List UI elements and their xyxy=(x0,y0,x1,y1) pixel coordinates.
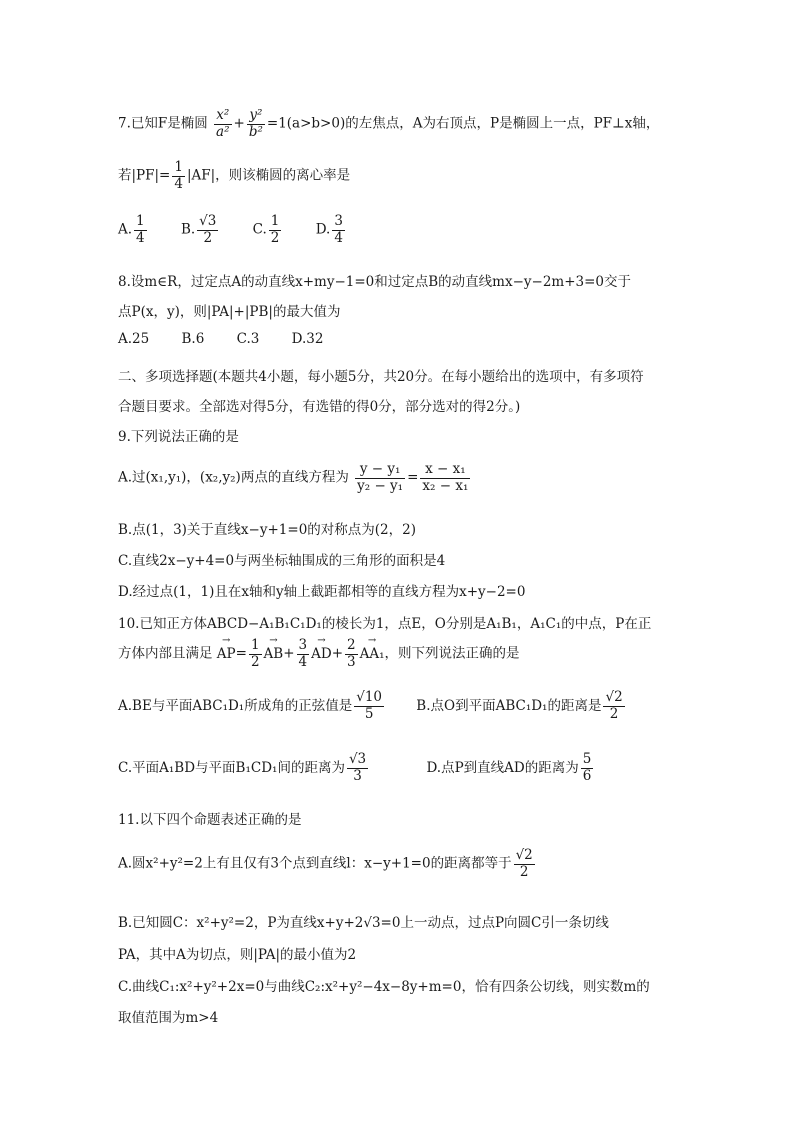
q11-option-a: A.圆x²+y²=2上有且仅有3个点到直线l：x−y+1=0的距离都等于 $\frac{√2}{2}$ xyxy=(118,847,533,880)
q7-text-2: 的左焦点，A为右顶点，P是椭圆上一点，PF⊥x轴， xyxy=(345,115,660,132)
q10-line2: 方体内部且满足 → AP= $\frac{1}{2}$ → AB+ $\frac{3}{4}$ → AD+ $\frac{2}{3}$ → AA₁，则下列说法正确的是 xyxy=(118,638,520,670)
vector-ad: → AD xyxy=(311,646,332,662)
q7-frac-quarter: $\frac{1}{4}$ xyxy=(174,159,183,192)
q11-option-b-line1: B.已知圆C：x²+y²=2，P为直线x+y+2√3=0上一动点，过点P向圆C引一条切线 xyxy=(118,915,609,931)
q10-options-cd xyxy=(118,752,595,784)
q10-option-a: A.BE与平面ABC₁D₁所成角的正弦值是 $\frac{√10}{5}$ xyxy=(118,689,382,722)
q8-option-b: B.6 xyxy=(181,331,205,347)
q7-option-b: B. $\frac{√3}{2}$ xyxy=(180,213,217,246)
q9-option-c: C.直线2x−y+4=0与两坐标轴围成的三角形的面积是4 xyxy=(118,553,446,569)
q10-options-ab xyxy=(118,690,627,722)
q8-line2: 点P(x，y)，则|PA|+|PB|的最大值为 xyxy=(118,304,341,320)
ellipse-frac-x: $\frac{\text{x²}}{\text{a²}}$ xyxy=(216,107,230,140)
q10-option-c: C.平面A₁BD与平面B₁CD₁间的距离为 $\frac{√3}{3}$ xyxy=(118,751,367,784)
vector-aa1: → AA₁ xyxy=(360,646,385,662)
q9-option-b: B.点(1，3)关于直线x−y+1=0的对称点为(2，2) xyxy=(118,522,416,538)
q8-option-c: C.3 xyxy=(236,331,260,347)
q9-stem: 9.下列说法正确的是 xyxy=(118,429,239,445)
q9-frac-left: $\frac{\text{y − y₁}}{\text{y₂ − y₁}}$ xyxy=(357,461,404,494)
q7-options xyxy=(118,214,375,246)
q7-line2 xyxy=(118,160,350,192)
q9-frac-right: $\frac{\text{x − x₁}}{\text{x₂ − x₁}}$ xyxy=(422,461,469,494)
q10-option-d: D.点P到直线AD的距离为 $\frac{5}{6}$ xyxy=(426,751,592,784)
q8-option-d: D.32 xyxy=(291,331,324,347)
vector-ap: → AP xyxy=(217,646,236,662)
ellipse-eq: =1(a>b>0) xyxy=(266,115,346,132)
q9-option-a: A.过(x₁,y₁)，(x₂,y₂)两点的直线方程为 $\frac{\text{y − y₁}}{\text{y₂ − y₁}}$ = $\frac{\text{x − x₁}}{\text{x₂ − x₁}}$ xyxy=(118,461,469,494)
section2-line2: 合题目要求。全部选对得5分，有选错的得0分，部分选对的得2分。) xyxy=(118,399,521,415)
q7-option-c: C. $\frac{1}{2}$ xyxy=(252,213,280,246)
q11-stem: 11.以下四个命题表述正确的是 xyxy=(118,812,302,828)
q7-line1: 7.已知F是椭圆 $\frac{\text{x²}}{\text{a²}}$ + $\frac{\text{y²}}{\text{b²}}$ =1(a>b>0)的左焦点，A为右顶点，P是椭圆上一点，PF⊥x轴， xyxy=(118,107,660,140)
q11-option-c-line1: C.曲线C₁:x²+y²+2x=0与曲线C₂:x²+y²−4x−8y+m=0，恰有四条公切线，则实数m的 xyxy=(118,979,650,995)
vector-ab: → AB xyxy=(264,646,284,662)
q8-option-a: A.25 xyxy=(118,331,150,347)
q7-text-4: |AF|，则该椭圆的离心率是 xyxy=(186,167,351,184)
q11-option-b-line2: PA，其中A为切点，则|PA|的最小值为2 xyxy=(118,947,357,963)
q8-options xyxy=(118,331,351,347)
q8-line1: 8.设m∈R，过定点A的动直线x+my−1=0和过定点B的动直线mx−y−2m+3=0交于 xyxy=(118,274,632,290)
q10-option-b: B.点O到平面ABC₁D₁的距离是 $\frac{√2}{2}$ xyxy=(416,689,623,722)
q10-line1: 10.已知正方体ABCD−A₁B₁C₁D₁的棱长为1，点E，O分别是A₁B₁，A₁C₁的中点，P在正 xyxy=(118,616,652,632)
q7-option-d: D. $\frac{3}{4}$ xyxy=(315,213,343,246)
section2-line1: 二、多项选择题(本题共4小题，每小题5分，共20分。在每小题给出的选项中，有多项符 xyxy=(118,369,644,385)
q11-option-c-line2: 取值范围为m>4 xyxy=(118,1010,219,1026)
ellipse-frac-y: $\frac{\text{y²}}{\text{b²}}$ xyxy=(248,107,263,140)
q7-text-3: 若|PF|= xyxy=(118,167,171,184)
q9-option-d: D.经过点(1，1)且在x轴和y轴上截距都相等的直线方程为x+y−2=0 xyxy=(118,584,526,600)
q7-text-1: 7.已知F是椭圆 xyxy=(118,115,208,132)
q7-option-a: A. $\frac{1}{4}$ xyxy=(118,213,145,246)
